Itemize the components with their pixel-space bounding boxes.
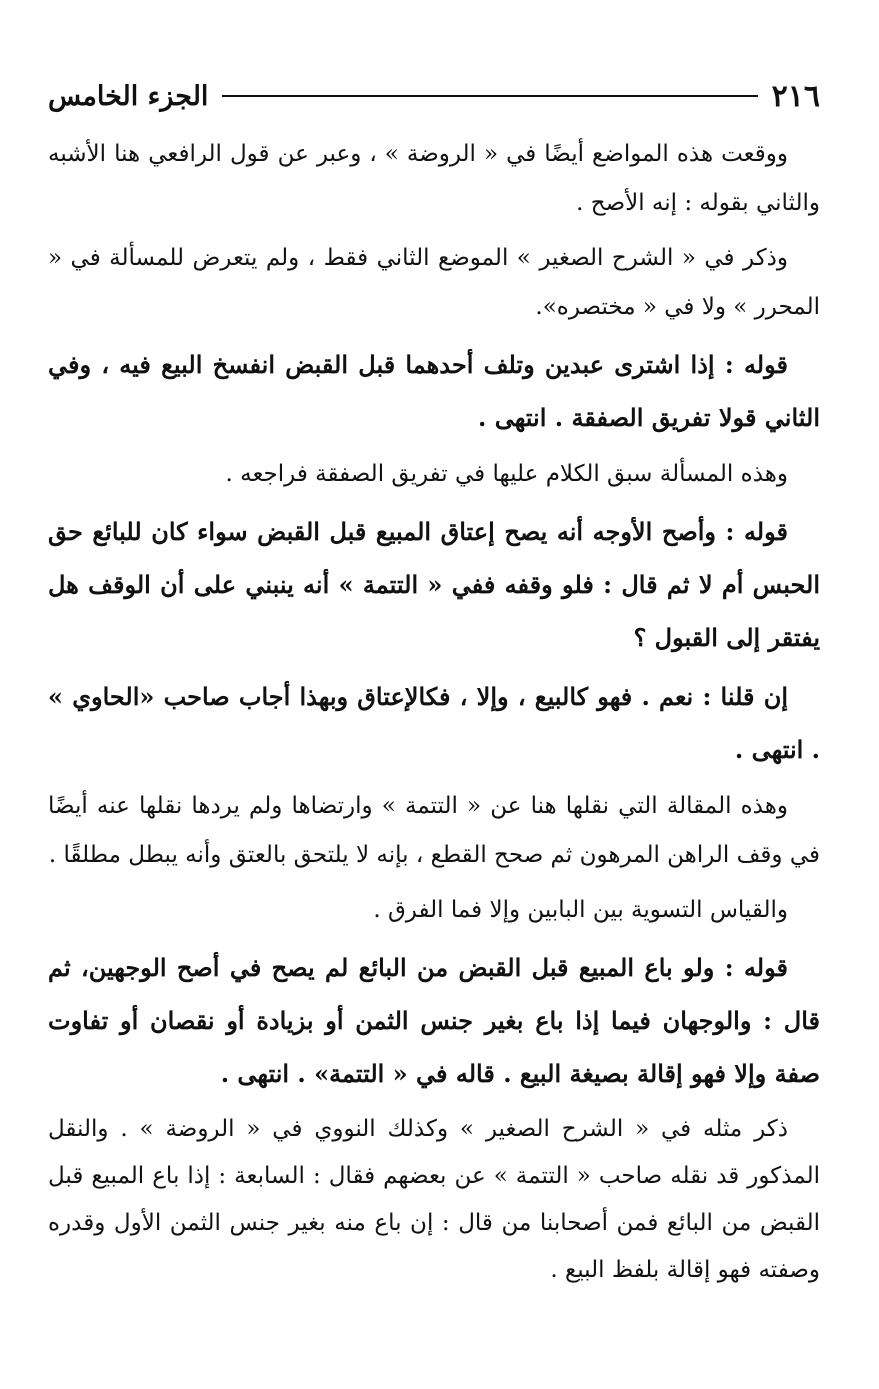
- page-header: [48, 70, 820, 122]
- quoted-statement-1: قوله : إذا اشترى عبدين وتلف أحدهما قبل القبض انفسخ البيع فيه ، وفي الثاني قولا تفريق الصفقة . انتهى .: [48, 350, 820, 432]
- paragraph-2: وذكر في « الشرح الصغير » الموضع الثاني فقط ، ولم يتعرض للمسألة في « المحرر » ولا في « مختصره».: [48, 245, 820, 320]
- book-page: [48, 70, 820, 1300]
- page-body: [48, 130, 820, 1294]
- paragraph-3: وهذه المسألة سبق الكلام عليها في تفريق الصفقة فراجعه .: [225, 461, 788, 487]
- quoted-statement-4: قوله : ولو باع المبيع قبل القبض من البائع لم يصح في أصح الوجهين، ثم قال : والوجهان فيما إذا باع بغير جنس الثمن أو بزيادة أو نقصان أو تفاوت صفة وإلا فهو إقالة بصيغة البيع . قاله في « التتمة» . انتهى .: [48, 953, 820, 1088]
- quoted-statement-2: قوله : وأصح الأوجه أنه يصح إعتاق المبيع قبل القبض سواء كان للبائع حق الحبس أم لا ثم قال : فلو وقفه ففي « التتمة » أنه ينبني على أن الوقف هل يفتقر إلى القبول ؟: [48, 517, 820, 652]
- page-number: ٢١٦: [771, 78, 820, 114]
- paragraph-1: ووقعت هذه المواضع أيضًا في « الروضة » ، وعبر عن قول الرافعي هنا الأشبه والثاني بقوله : إنه الأصح .: [48, 141, 820, 216]
- header-rule: [222, 95, 757, 97]
- paragraph-6: ذكر مثله في « الشرح الصغير » وكذلك النووي في « الروضة » . والنقل المذكور قد نقله صاحب « التتمة » عن بعضهم فقال : السابعة : إذا باع المبيع قبل القبض من البائع فمن أصحابنا من قال : إن باع منه بغير جنس الثمن الأول وقدره وصفته فهو إقالة بلفظ البيع .: [48, 1116, 820, 1283]
- paragraph-4: وهذه المقالة التي نقلها هنا عن « التتمة » وارتضاها ولم يردها نقلها عنه أيضًا في وقف الراهن المرهون ثم صحح القطع ، بإنه لا يلتحق بالعتق وأنه يبطل مطلقًا .: [48, 793, 820, 868]
- paragraph-5: والقياس التسوية بين البابين وإلا فما الفرق .: [373, 897, 788, 923]
- part-title: الجزء الخامس: [48, 80, 209, 112]
- quoted-statement-3: إن قلنا : نعم . فهو كالبيع ، وإلا ، فكالإعتاق وبهذا أجاب صاحب «الحاوي » . انتهى .: [48, 682, 820, 764]
